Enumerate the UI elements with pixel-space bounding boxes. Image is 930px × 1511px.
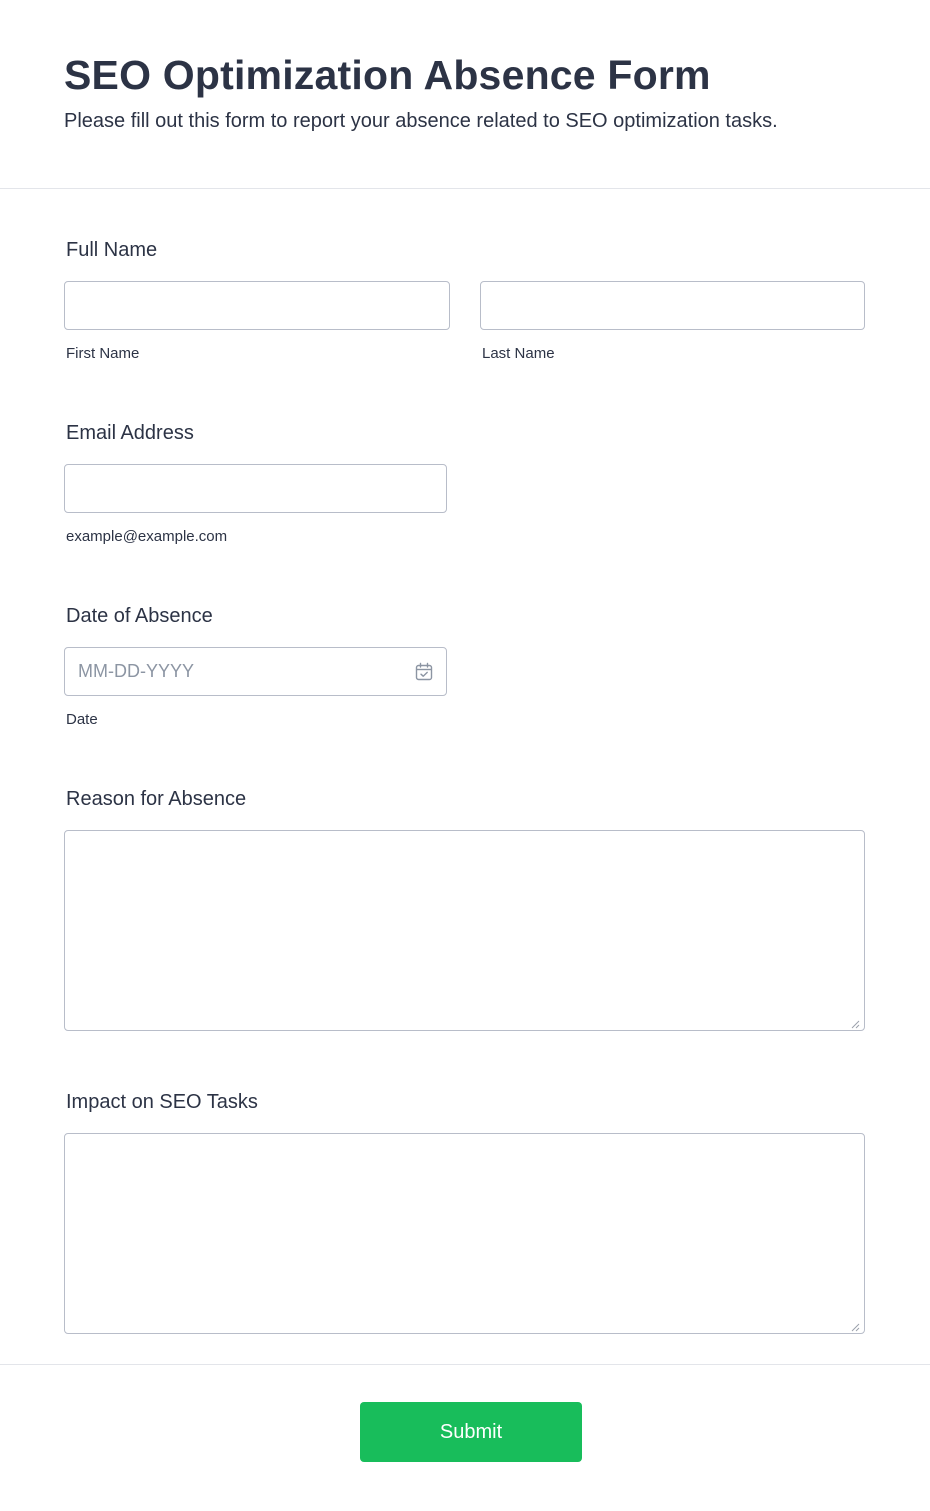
reason-textarea[interactable] — [64, 830, 865, 1031]
email-label: Email Address — [66, 422, 194, 444]
first-name-input[interactable] — [64, 281, 450, 330]
page-subtitle: Please fill out this form to report your absence related to SEO optimization tasks. — [64, 110, 778, 132]
calendar-icon[interactable] — [414, 662, 434, 682]
last-name-input[interactable] — [480, 281, 865, 330]
date-input[interactable] — [64, 647, 447, 696]
resize-grip-icon[interactable] — [850, 1319, 860, 1329]
date-label: Date of Absence — [66, 605, 213, 627]
last-name-sublabel: Last Name — [482, 345, 555, 362]
form-header — [0, 0, 930, 189]
impact-label: Impact on SEO Tasks — [66, 1091, 258, 1113]
first-name-sublabel: First Name — [66, 345, 140, 362]
page-title: SEO Optimization Absence Form — [64, 52, 711, 98]
footer-divider — [0, 1364, 930, 1365]
submit-button[interactable]: Submit — [360, 1402, 582, 1462]
resize-grip-icon[interactable] — [850, 1016, 860, 1026]
impact-textarea[interactable] — [64, 1133, 865, 1334]
email-input[interactable] — [64, 464, 447, 513]
date-sublabel: Date — [66, 711, 98, 728]
full-name-label: Full Name — [66, 239, 158, 261]
email-sublabel: example@example.com — [66, 528, 228, 545]
reason-label: Reason for Absence — [66, 788, 247, 810]
